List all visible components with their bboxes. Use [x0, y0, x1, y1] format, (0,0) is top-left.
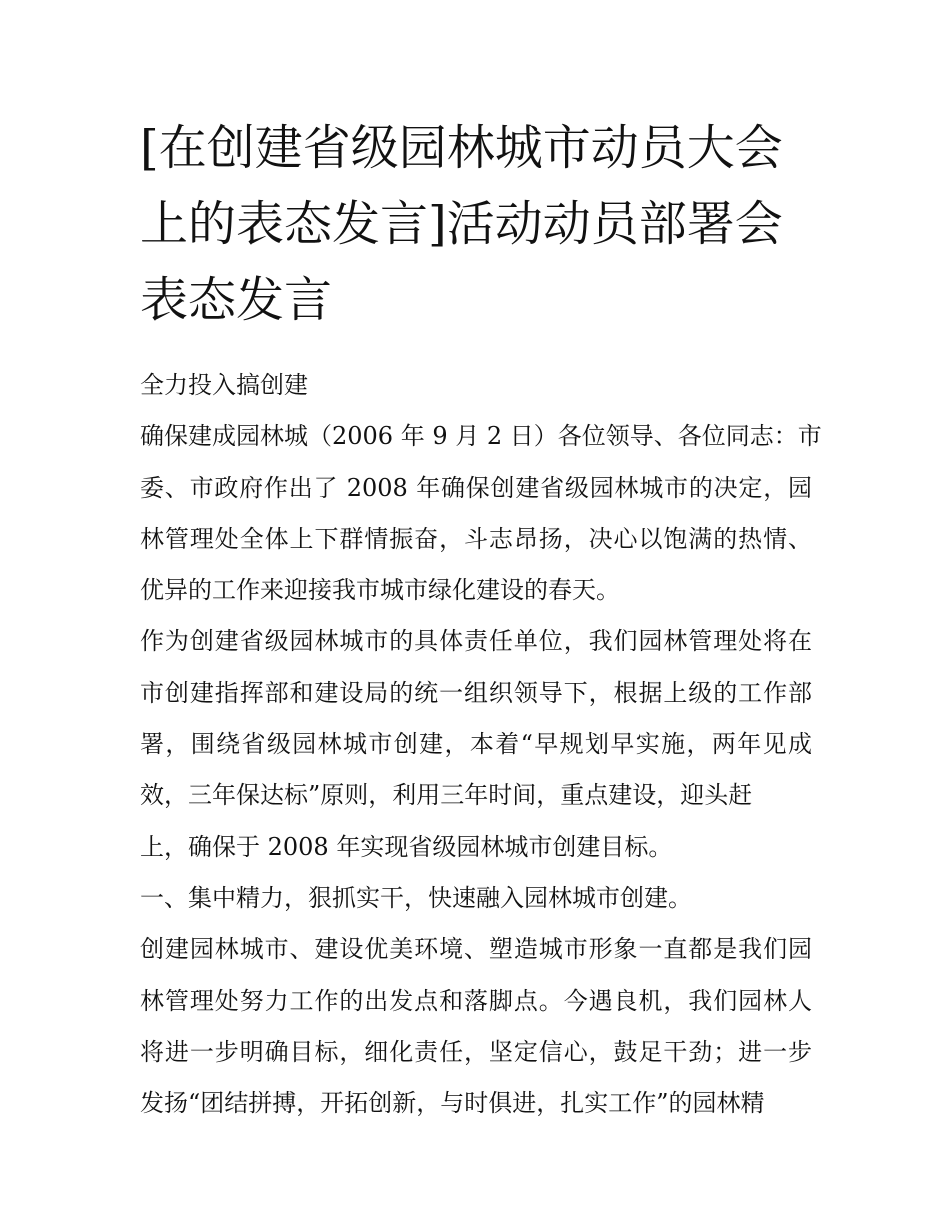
text-line: 作为创建省级园林城市的具体责任单位，我们园林管理处将在: [140, 627, 812, 656]
text-line: 效，三年保达标”原则，利用三年时间，重点建设，迎头赶: [140, 781, 753, 810]
paragraph-heading: [140, 360, 812, 411]
text-line: 林管理处努力工作的出发点和落脚点。今遇良机，我们园林人: [140, 986, 812, 1015]
text-line: 上，确保于 2008 年实现省级园林城市创建目标。: [140, 832, 673, 861]
text-line: 确保建成园林城（2006 年 9 月 2 日）各位领导、各位同志：市: [140, 422, 822, 451]
text-line: 优异的工作来迎接我市城市绿化建设的春天。: [140, 576, 620, 605]
paragraph-section-one: [140, 924, 812, 1129]
text-line: 发扬“团结拼搏，开拓创新，与时俱进，扎实工作”的园林精: [140, 1089, 765, 1118]
text-line: 市创建指挥部和建设局的统一组织领导下，根据上级的工作部: [140, 678, 812, 707]
document-body: [140, 360, 822, 1129]
text-line: 创建园林城市、建设优美环境、塑造城市形象一直都是我们园: [140, 935, 812, 964]
text-line: 署，围绕省级园林城市创建，本着“早规划早实施，两年见成: [140, 730, 812, 759]
document-title: [140, 110, 812, 338]
text-line: 全力投入搞创建: [140, 371, 308, 399]
section-heading-one: [140, 873, 812, 924]
title-line: [在创建省级园林城市动员大会: [140, 120, 783, 176]
text-line: 委、市政府作出了 2008 年确保创建省级园林城市的决定，园: [140, 473, 812, 502]
document-page: [140, 110, 822, 1129]
paragraph-opening: [140, 411, 822, 616]
title-line: 表态发言: [140, 272, 333, 328]
text-line: 将进一步明确目标，细化责任，坚定信心，鼓足干劲；进一步: [140, 1037, 812, 1066]
paragraph-responsibility: [140, 616, 812, 872]
title-line: 上的表态发言]活动动员部署会: [140, 196, 783, 252]
text-line: 林管理处全体上下群情振奋，斗志昂扬，决心以饱满的热情、: [140, 524, 812, 553]
text-line: 一、集中精力，狠抓实干，快速融入园林城市创建。: [140, 883, 692, 912]
